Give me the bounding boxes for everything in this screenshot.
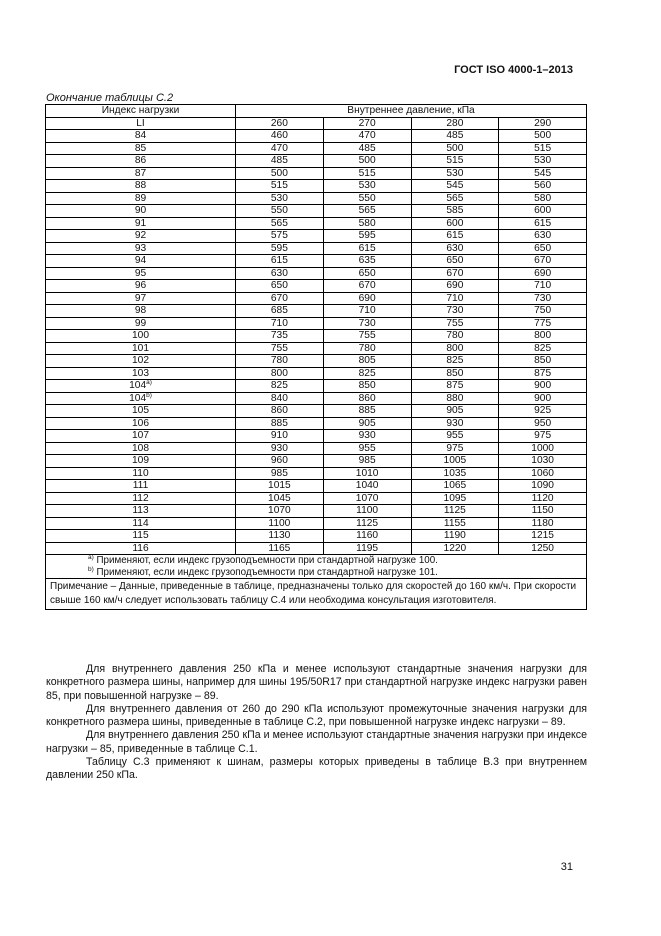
load-value-cell: 710 [323,305,411,318]
load-value-cell: 485 [411,130,499,143]
load-value-cell: 650 [499,242,587,255]
load-value-cell: 670 [323,280,411,293]
load-index-cell: 99 [46,317,236,330]
load-value-cell: 635 [323,255,411,268]
load-value-cell: 825 [411,355,499,368]
load-value-cell: 515 [499,142,587,155]
load-value-cell: 960 [236,455,324,468]
load-index-cell: 108 [46,442,236,455]
table-row [46,267,587,280]
load-value-cell: 730 [323,317,411,330]
load-index-cell: 93 [46,242,236,255]
footnote: $^{b)}$ Применяют, если индекс грузоподъемности при стандартной нагрузке 101. [88,565,438,578]
document-code: ГОСТ ISO 4000-1–2013 [454,64,573,76]
load-value-cell: 750 [499,305,587,318]
load-value-cell: 550 [323,192,411,205]
load-value-cell: 825 [499,342,587,355]
load-value-cell: 860 [236,405,324,418]
load-value-cell: 900 [499,380,587,393]
load-value-cell: 850 [411,367,499,380]
load-value-cell: 630 [236,267,324,280]
table-row [46,242,587,255]
load-value-cell: 545 [411,180,499,193]
load-value-cell: 615 [499,217,587,230]
table-row [46,505,587,518]
load-value-cell: 500 [323,155,411,168]
table-row [46,330,587,343]
table-subheader-row [46,117,587,130]
paragraph: Для внутреннего давления от 260 до 290 кПа используют промежуточные значения нагрузки для конкретного размера шины, приведенные в таблице С.2, при повышенной нагрузке индекс нагрузки – 89. [46,702,587,729]
load-value-cell: 1195 [323,542,411,555]
load-index-cell: 96 [46,280,236,293]
load-index-cell: 114 [46,517,236,530]
load-index-cell: 87 [46,167,236,180]
load-value-cell: 1160 [323,530,411,543]
load-value-cell: 600 [499,205,587,218]
table-row [46,167,587,180]
load-value-cell: 615 [236,255,324,268]
table-row [46,455,587,468]
load-value-cell: 1070 [236,505,324,518]
load-value-cell: 470 [236,142,324,155]
load-value-cell: 930 [236,442,324,455]
load-index-cell: 84 [46,130,236,143]
load-value-cell: 500 [236,167,324,180]
load-value-cell: 530 [323,180,411,193]
load-value-cell: 755 [236,342,324,355]
note-row [46,579,587,610]
footnotes-row [46,555,587,579]
table-row [46,317,587,330]
table-row [46,380,587,393]
load-value-cell: 530 [236,192,324,205]
load-value-cell: 580 [499,192,587,205]
load-value-cell: 930 [411,417,499,430]
load-value-cell: 950 [499,417,587,430]
load-value-cell: 910 [236,430,324,443]
table-row [46,342,587,355]
load-index-cell: 88 [46,180,236,193]
load-value-cell: 1090 [499,480,587,493]
load-value-cell: 690 [499,267,587,280]
load-value-cell: 875 [499,367,587,380]
load-value-cell: 735 [236,330,324,343]
load-value-cell: 985 [236,467,324,480]
load-pressure-table [45,104,587,610]
header-pressure: Внутреннее давление, кПа [236,105,587,118]
load-index-cell: 110 [46,467,236,480]
load-value-cell: 1095 [411,492,499,505]
load-value-cell: 1120 [499,492,587,505]
load-value-cell: 485 [323,142,411,155]
paragraph: Для внутреннего давления 250 кПа и менее используют стандартные значения нагрузки для конкретного размера шины, например для шины 195/50R17 при стандартной нагрузке индекс нагрузки равен 85, при повышенной нагрузке – 89. [46,663,587,702]
table-row [46,255,587,268]
load-value-cell: 585 [411,205,499,218]
load-index-cell: 92 [46,230,236,243]
load-value-cell: 500 [411,142,499,155]
load-index-cell: 100 [46,330,236,343]
load-value-cell: 825 [236,380,324,393]
load-value-cell: 1165 [236,542,324,555]
paragraph: Таблицу С.3 применяют к шинам, размеры которых приведены в таблице В.3 при внутреннем давлении 250 кПа. [46,756,587,782]
load-value-cell: 1190 [411,530,499,543]
load-value-cell: 670 [236,292,324,305]
load-value-cell: 860 [323,392,411,405]
load-index-cell: 90 [46,205,236,218]
load-value-cell: 885 [323,405,411,418]
load-index-cell: 97 [46,292,236,305]
load-value-cell: 805 [323,355,411,368]
table-row [46,480,587,493]
load-value-cell: 530 [499,155,587,168]
load-value-cell: 710 [499,280,587,293]
load-index-cell: 98 [46,305,236,318]
load-index-cell: 102 [46,355,236,368]
load-value-cell: 650 [323,267,411,280]
load-value-cell: 1010 [323,467,411,480]
table-row [46,292,587,305]
load-value-cell: 880 [411,392,499,405]
load-value-cell: 1150 [499,505,587,518]
load-value-cell: 975 [499,430,587,443]
load-value-cell: 515 [411,155,499,168]
pressure-260: 260 [236,117,324,130]
load-value-cell: 1180 [499,517,587,530]
load-value-cell: 730 [499,292,587,305]
load-index-cell: 101 [46,342,236,355]
load-value-cell: 710 [236,317,324,330]
load-value-cell: 1040 [323,480,411,493]
load-index-cell: 115 [46,530,236,543]
load-value-cell: 515 [236,180,324,193]
load-value-cell: 755 [411,317,499,330]
load-value-cell: 840 [236,392,324,405]
table-row [46,130,587,143]
table-row [46,530,587,543]
load-value-cell: 1070 [323,492,411,505]
load-value-cell: 600 [411,217,499,230]
load-value-cell: 800 [411,342,499,355]
load-index-cell: 112 [46,492,236,505]
load-index-cell: 107 [46,430,236,443]
load-value-cell: 1035 [411,467,499,480]
table-row [46,517,587,530]
load-value-cell: 485 [236,155,324,168]
load-value-cell: 1015 [236,480,324,493]
table-row [46,280,587,293]
load-value-cell: 1005 [411,455,499,468]
table-row [46,492,587,505]
load-value-cell: 1065 [411,480,499,493]
load-value-cell: 925 [499,405,587,418]
load-value-cell: 985 [323,455,411,468]
load-index-cell: 94 [46,255,236,268]
header-li: LI [46,117,236,130]
load-value-cell: 710 [411,292,499,305]
table-row [46,217,587,230]
load-value-cell: 650 [411,255,499,268]
table-row [46,230,587,243]
load-index-cell: 104$^{b)}$ [46,392,236,405]
table-row [46,367,587,380]
load-value-cell: 545 [499,167,587,180]
footnote: $^{a)}$ Применяют, если индекс грузоподъемности при стандартной нагрузке 100. [88,554,438,566]
load-value-cell: 1100 [236,517,324,530]
table-row [46,405,587,418]
load-value-cell: 550 [236,205,324,218]
load-value-cell: 755 [323,330,411,343]
pressure-270: 270 [323,117,411,130]
table-row [46,417,587,430]
load-index-cell: 109 [46,455,236,468]
table-row [46,305,587,318]
load-value-cell: 1125 [323,517,411,530]
footnote-mark: a) [146,379,152,386]
load-value-cell: 1000 [499,442,587,455]
load-index-cell: 95 [46,267,236,280]
load-value-cell: 800 [236,367,324,380]
load-value-cell: 565 [411,192,499,205]
load-value-cell: 1125 [411,505,499,518]
footnote-mark: b) [146,391,152,399]
page-number: 31 [560,861,573,873]
load-value-cell: 955 [323,442,411,455]
load-value-cell: 1100 [323,505,411,518]
load-value-cell: 470 [323,130,411,143]
table-row [46,142,587,155]
footnotes [46,555,587,579]
load-value-cell: 975 [411,442,499,455]
load-value-cell: 1215 [499,530,587,543]
load-index-cell: 113 [46,505,236,518]
load-value-cell: 905 [411,405,499,418]
load-index-cell: 105 [46,405,236,418]
load-value-cell: 850 [323,380,411,393]
load-value-cell: 1250 [499,542,587,555]
header-load-index: Индекс нагрузки [46,105,236,118]
load-value-cell: 690 [411,280,499,293]
load-value-cell: 780 [323,342,411,355]
load-value-cell: 565 [236,217,324,230]
load-value-cell: 1155 [411,517,499,530]
load-index-cell: 116 [46,542,236,555]
load-index-cell: 89 [46,192,236,205]
load-value-cell: 780 [411,330,499,343]
pressure-280: 280 [411,117,499,130]
load-value-cell: 685 [236,305,324,318]
load-value-cell: 730 [411,305,499,318]
load-value-cell: 930 [323,430,411,443]
load-value-cell: 775 [499,317,587,330]
load-value-cell: 875 [411,380,499,393]
load-value-cell: 1130 [236,530,324,543]
table-row [46,430,587,443]
load-value-cell: 530 [411,167,499,180]
load-value-cell: 850 [499,355,587,368]
table-row [46,392,587,405]
table-row [46,155,587,168]
load-value-cell: 690 [323,292,411,305]
table-header-row [46,105,587,118]
load-value-cell: 460 [236,130,324,143]
load-value-cell: 885 [236,417,324,430]
pressure-290: 290 [499,117,587,130]
load-value-cell: 825 [323,367,411,380]
load-value-cell: 905 [323,417,411,430]
load-value-cell: 575 [236,230,324,243]
load-value-cell: 500 [499,130,587,143]
table-caption: Окончание таблицы С.2 [46,92,174,104]
table-row [46,355,587,368]
load-value-cell: 595 [236,242,324,255]
load-value-cell: 900 [499,392,587,405]
load-value-cell: 1060 [499,467,587,480]
table-row [46,180,587,193]
paragraph: Для внутреннего давления 250 кПа и менее используют стандартные значения нагрузки при индексе нагрузки – 85, приведенные в таблице С.1. [46,729,587,755]
load-value-cell: 595 [323,230,411,243]
body-text [46,663,587,783]
load-index-cell: 91 [46,217,236,230]
load-value-cell: 670 [411,267,499,280]
load-index-cell: 103 [46,367,236,380]
load-value-cell: 780 [236,355,324,368]
load-value-cell: 650 [236,280,324,293]
load-value-cell: 615 [411,230,499,243]
load-index-cell: 111 [46,480,236,493]
load-value-cell: 800 [499,330,587,343]
table-row [46,205,587,218]
load-value-cell: 515 [323,167,411,180]
table-note: Примечание – Данные, приведенные в таблице, предназначены только для скоростей до 160 км/ч. При скорости свыше 160 км/ч следует использовать таблицу С.4 или необходима консультация изготовителя. [46,579,587,610]
load-index-cell: 104$^{a)}$ [46,380,236,393]
load-value-cell: 955 [411,430,499,443]
load-value-cell: 1045 [236,492,324,505]
load-index-cell: 86 [46,155,236,168]
table-row [46,467,587,480]
load-value-cell: 630 [499,230,587,243]
load-index-cell: 106 [46,417,236,430]
load-value-cell: 1220 [411,542,499,555]
load-value-cell: 580 [323,217,411,230]
load-value-cell: 1030 [499,455,587,468]
load-value-cell: 560 [499,180,587,193]
load-value-cell: 565 [323,205,411,218]
load-value-cell: 615 [323,242,411,255]
table-row [46,542,587,555]
table-row [46,442,587,455]
load-index-cell: 85 [46,142,236,155]
load-value-cell: 670 [499,255,587,268]
load-value-cell: 630 [411,242,499,255]
table-row [46,192,587,205]
